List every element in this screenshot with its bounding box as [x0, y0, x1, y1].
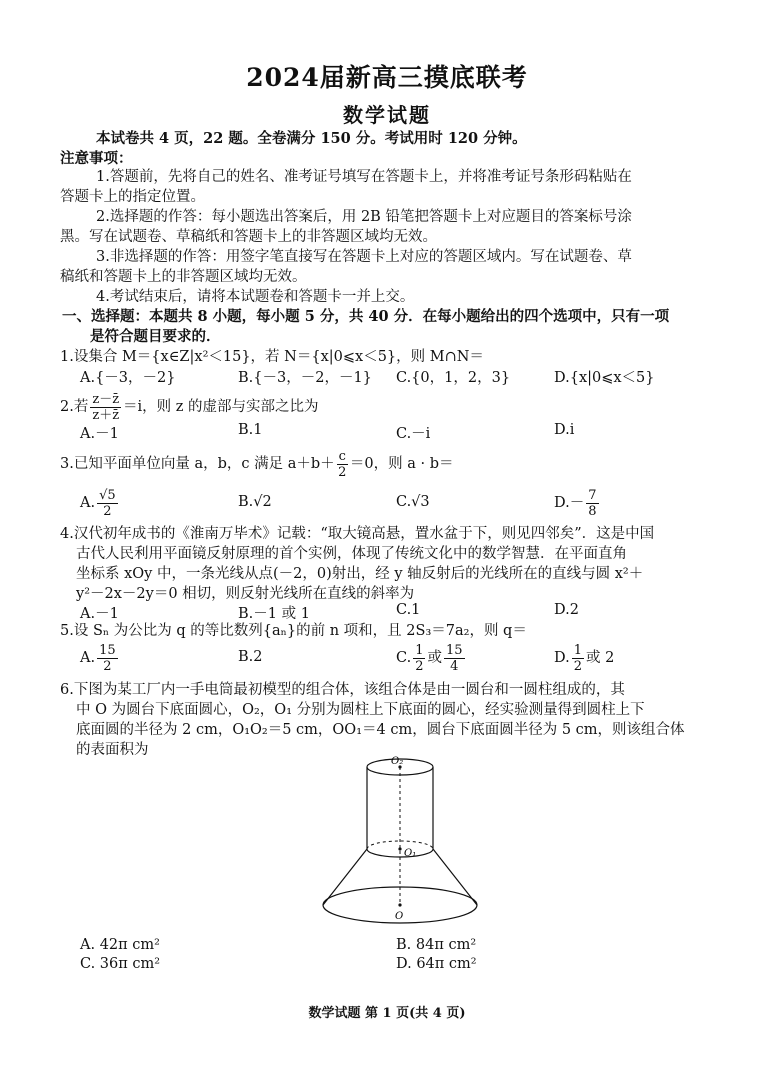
- q5-option-c-or: 或: [427, 650, 442, 666]
- q5-option-d: [554, 641, 614, 675]
- notes-heading: 注意事项：: [60, 150, 133, 167]
- q3-suffix: ＝0，则 a · b＝: [349, 456, 454, 472]
- q3-option-d-label: D.－: [554, 495, 585, 511]
- center-o-dot: [398, 903, 401, 906]
- section-heading: 一、选择题：本题共 8 小题，每小题 5 分，共 40 分．在每小题给出的四个选项中，只有一项: [62, 308, 670, 325]
- q3-option-c: C.√3: [396, 494, 430, 510]
- q4-line: 古代人民利用平面镜反射原理的首个实例，体现了传统文化中的数学智慧．在平面直角: [76, 546, 627, 562]
- label-o: O: [395, 911, 404, 922]
- q2-denominator: z＋z̄: [92, 407, 120, 423]
- q6-line: 6.下图为某工厂内一手电筒最初模型的组合体，该组合体是由一圆台和一圆柱组成的，其: [60, 682, 625, 698]
- q6-line: 的表面积为: [76, 742, 149, 758]
- note-line: 黑。写在试题卷、草稿纸和答题卡上的非答题区域均无效。: [60, 229, 437, 245]
- q5-option-c-fraction-2: [444, 643, 465, 674]
- q2-numerator: z－z̄: [92, 391, 120, 407]
- q3-option-a-denominator: 2: [103, 503, 112, 519]
- q5-option-c-denominator-1: 2: [415, 658, 424, 674]
- q2-prefix: 2.若: [60, 399, 89, 415]
- q2-option-b: B.1: [238, 422, 263, 438]
- q6-option-d: D. 64π cm²: [396, 956, 477, 972]
- frustum-left-edge: [323, 849, 367, 905]
- q5-option-c-fraction-1: [413, 643, 425, 674]
- q2-option-a: A.－1: [80, 426, 119, 442]
- q5-stem: 5.设 Sₙ 为公比为 q 的等比数列{aₙ}的前 n 项和，且 2S₃＝7a₂，则 q＝: [60, 623, 527, 639]
- q3-option-d-denominator: 8: [588, 503, 597, 519]
- q1-option-d: D.{x|0⩽x＜5}: [554, 370, 655, 386]
- q5-option-c-numerator-2: 15: [445, 642, 463, 658]
- q3-option-a-label: A.: [80, 495, 96, 511]
- center-o1-dot: [398, 847, 401, 850]
- exam-title: 2024届新高三摸底联考: [246, 63, 528, 92]
- q2-option-c: C.－i: [396, 426, 431, 442]
- q3-option-a: [80, 486, 120, 520]
- q4-option-c: C.1: [396, 602, 421, 618]
- q6-line: 中 O 为圆台下底面圆心，O₂，O₁ 分别为圆柱上下底面的圆心，经实验测量得到圆柱上下: [76, 702, 645, 718]
- q2-fraction: [90, 392, 121, 423]
- q6-option-b: B. 84π cm²: [396, 937, 477, 953]
- q5-option-a-label: A.: [80, 650, 96, 666]
- q5-option-a-numerator: 15: [99, 642, 116, 658]
- page-footer: 数学试题 第 1 页(共 4 页): [308, 1006, 466, 1021]
- q4-option-d: D.2: [554, 602, 579, 618]
- q3-option-b: B.√2: [238, 494, 272, 510]
- q5-option-c-denominator-2: 4: [450, 658, 459, 674]
- q3-option-a-numerator: √5: [99, 487, 116, 503]
- q3-stem: [60, 446, 740, 482]
- q3-option-d: [554, 486, 601, 520]
- q3-option-d-fraction: [586, 488, 598, 519]
- q3-option-a-fraction: [97, 488, 118, 519]
- q5-option-d-fraction: [572, 643, 584, 674]
- cylinder-frustum-figure: [320, 752, 510, 927]
- exam-info: 本试卷共 4 页，22 题。全卷满分 150 分。考试用时 120 分钟。: [96, 130, 527, 147]
- q3-denominator: 2: [338, 464, 347, 480]
- q3-numerator: c: [338, 448, 346, 464]
- q2-suffix: ＝i，则 z 的虚部与实部之比为: [123, 399, 319, 415]
- note-line: 3.非选择题的作答：用签字笔直接写在答题卡上对应的答题区域内。写在试题卷、草: [96, 249, 632, 265]
- q3-fraction: [337, 449, 348, 480]
- note-line: 1.答题前，先将自己的姓名、准考证号填写在答题卡上，并将准考证号条形码粘贴在: [96, 169, 632, 185]
- q2-stem: [60, 389, 740, 425]
- note-line: 4.考试结束后，请将本试题卷和答题卡一并上交。: [96, 289, 415, 305]
- q5-option-c-label: C.: [396, 650, 412, 666]
- q6-option-a: A. 42π cm²: [80, 937, 160, 953]
- q6-line: 底面圆的半径为 2 cm，O₁O₂＝5 cm，OO₁＝4 cm，圆台下底面圆半径为 5 cm，则该组合体: [76, 722, 685, 738]
- q5-option-c-numerator-1: 1: [415, 642, 424, 658]
- section-heading-cont: 是符合题目要求的．: [90, 328, 221, 345]
- q4-line: 4.汉代初年成书的《淮南万毕术》记载：“取大镜高悬，置水盆于下，则见四邻矣”．这是中国: [60, 526, 655, 542]
- q4-line: y²－2x－2y＝0 相切，则反射光线所在直线的斜率为: [76, 586, 415, 602]
- q3-option-d-numerator: 7: [588, 487, 597, 503]
- q5-option-d-label: D.: [554, 650, 570, 666]
- q5-option-d-denominator: 2: [573, 658, 582, 674]
- q1-option-b: B.{－3，－2，－1}: [238, 370, 372, 386]
- frustum-right-edge: [433, 849, 477, 905]
- q4-option-b: B.－1 或 1: [238, 606, 310, 622]
- q5-option-d-numerator: 1: [573, 642, 582, 658]
- q1-option-a: A.{－3，－2}: [80, 370, 176, 386]
- q4-line: 坐标系 xOy 中，一条光线从点(－2，0)射出，经 y 轴反射后的光线所在的直线与圆 x²＋: [76, 566, 644, 582]
- q6-option-c: C. 36π cm²: [80, 956, 161, 972]
- q5-option-d-suffix: 或 2: [586, 650, 615, 666]
- q5-option-a-fraction: [97, 643, 118, 674]
- note-line: 稿纸和答题卡上的非答题区域均无效。: [60, 269, 307, 285]
- q3-prefix: 3.已知平面单位向量 a，b，c 满足 a＋b＋: [60, 456, 335, 472]
- q1-stem: 1.设集合 M＝{x∈Z|x²＜15}，若 N＝{x|0⩽x＜5}，则 M∩N＝: [60, 349, 484, 365]
- q5-option-a: [80, 641, 120, 675]
- note-line: 2.选择题的作答：每小题选出答案后，用 2B 铅笔把答题卡上对应题目的答案标号涂: [96, 209, 632, 225]
- q5-option-c: [396, 641, 467, 675]
- q2-option-d: D.i: [554, 422, 575, 438]
- label-o1: O₁: [404, 848, 417, 859]
- q4-option-a: A.－1: [80, 606, 119, 622]
- q5-option-a-denominator: 2: [103, 658, 112, 674]
- note-line: 答题卡上的指定位置。: [60, 189, 205, 205]
- q1-option-c: C.{0，1，2，3}: [396, 370, 511, 386]
- label-o2: O₂: [391, 756, 404, 767]
- q5-option-b: B.2: [238, 649, 263, 665]
- exam-subtitle: 数学试题: [343, 103, 431, 127]
